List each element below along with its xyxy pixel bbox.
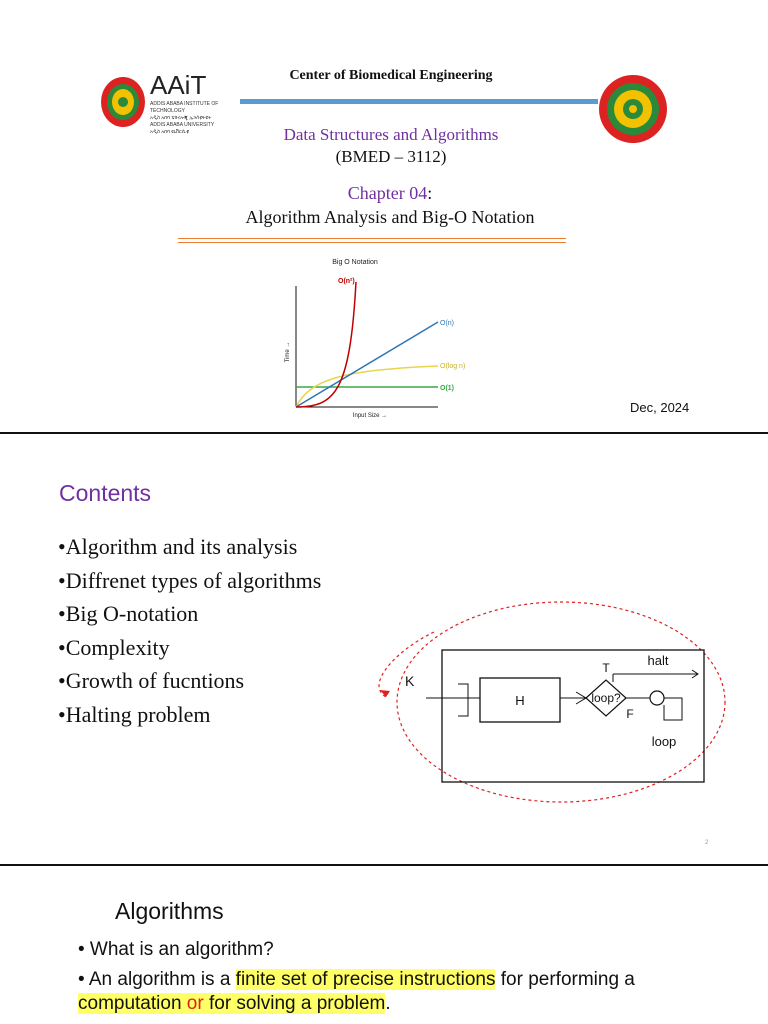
definition-line-2: [78, 993, 391, 1015]
list-item: •Halting problem: [58, 701, 211, 727]
chapter-label: Chapter 04: [347, 183, 428, 203]
department-header: Center of Biomedical Engineering: [289, 68, 493, 83]
orange-rule-top: [178, 238, 566, 239]
contents-slide: [0, 434, 768, 864]
highlighted-red-text: or: [186, 993, 204, 1014]
h-box-label: H: [515, 693, 525, 708]
false-label: F: [626, 707, 634, 721]
true-label: T: [602, 661, 610, 675]
text-span: for performing a: [495, 969, 635, 990]
big-o-chart: [280, 252, 480, 424]
definition-line-1: [78, 969, 635, 991]
text-span: • An algorithm is a: [78, 969, 236, 990]
decision-label: loop?: [591, 691, 621, 705]
list-item: •Growth of fucntions: [58, 668, 245, 693]
addis-ababa-university-seal-icon: [598, 74, 668, 144]
course-code: (BMED – 3112): [335, 147, 447, 166]
highlighted-text: computation: [78, 993, 187, 1014]
course-title: Data Structures and Algorithms: [283, 125, 499, 144]
contents-title: Contents: [59, 480, 152, 506]
list-item: •Big O-notation: [58, 601, 199, 626]
university-seal-icon: [100, 76, 146, 128]
orange-rule-bottom: [178, 242, 566, 243]
series-on-line: [296, 322, 438, 407]
chart-title: Big O Notation: [332, 259, 378, 266]
list-item: •Complexity: [58, 634, 170, 660]
dashed-ellipse: [397, 602, 725, 802]
halting-problem-diagram: [368, 594, 728, 810]
presentation-date: Dec, 2024: [630, 400, 690, 415]
page-number: 2: [705, 840, 709, 846]
highlighted-text: finite set of precise instructions: [235, 969, 496, 990]
series-ologn-label: O(log n): [440, 363, 466, 370]
outer-box: [442, 650, 704, 782]
y-axis-label: Time →: [285, 341, 291, 363]
header-divider: [240, 99, 598, 104]
contents-list: [58, 530, 321, 731]
series-on-label: O(n): [440, 320, 454, 327]
input-label: K: [405, 673, 415, 689]
question-line: • What is an algorithm?: [78, 939, 274, 960]
series-on2-label: O(n²): [338, 278, 355, 285]
loop-label: loop: [651, 734, 677, 749]
x-axis-label: Input Size →: [352, 413, 388, 419]
list-item: •Diffrenet types of algorithms: [58, 567, 322, 593]
series-o1-label: O(1): [440, 385, 454, 392]
chapter-subtitle: Algorithm Analysis and Big-O Notation: [245, 207, 535, 227]
title-slide: [0, 0, 768, 432]
list-item: •Algorithm and its analysis: [58, 534, 298, 559]
chapter-heading: [200, 183, 580, 204]
aait-logo-text: AAiT: [150, 70, 207, 100]
slide-title: Algorithms: [115, 898, 224, 924]
algorithms-slide: [0, 866, 768, 1024]
loop-node: [650, 691, 664, 705]
highlighted-text: for solving a problem: [203, 993, 386, 1014]
aait-logo-subtitle: ADDIS ABABA INSTITUTE OF TECHNOLOGY አዲስ አበባ ቴክኖሎጂ ኢንስቲትዩት ADDIS ABABA UNIVERSITY አዲስ አበባ ዩኒቨርሲቲ: [150, 101, 219, 135]
text-span: .: [385, 993, 391, 1014]
halt-label: halt: [647, 653, 669, 668]
chapter-colon: :: [427, 183, 433, 203]
